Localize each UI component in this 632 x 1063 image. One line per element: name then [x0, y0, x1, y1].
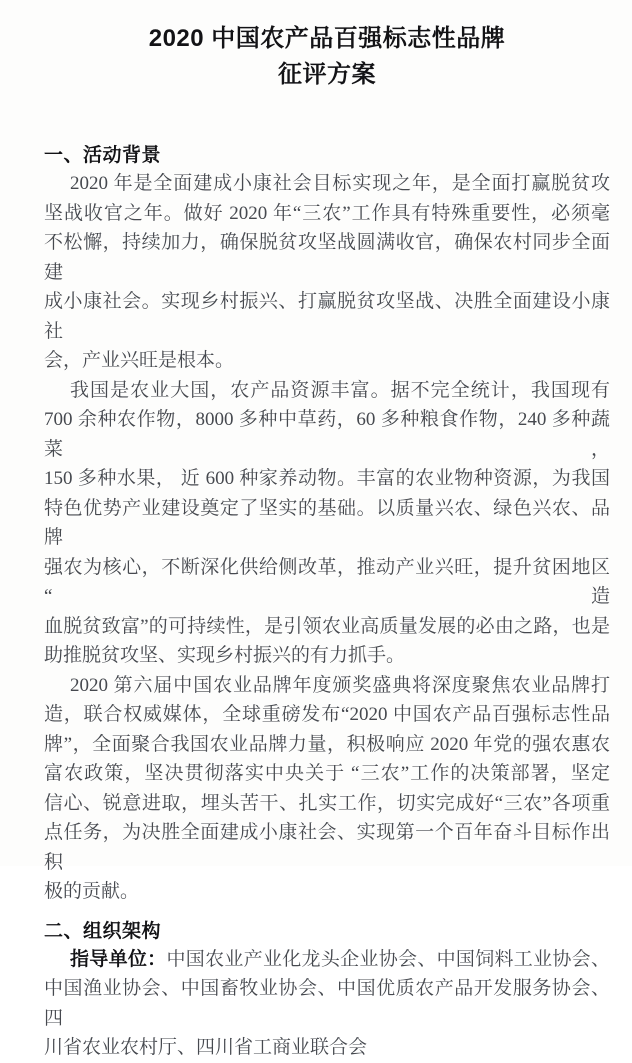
text-line: 150 多种水果， 近 600 种家养动物。丰富的农业物种资源，为我国 — [44, 468, 610, 489]
section-heading-activity-background: 一、活动背景 — [44, 145, 162, 166]
text-line: 富农政策，坚决贯彻落实中央关于 “三农”工作的决策部署，坚定 — [44, 763, 610, 784]
text-line: 特色优势产业建设奠定了坚实的基础。以质量兴农、绿色兴农、品牌 — [44, 497, 610, 548]
paragraph-background-1 — [44, 169, 610, 376]
text-line: 2020 第六届中国农业品牌年度颁奖盛典将深度聚焦农业品牌打 — [70, 674, 610, 696]
text-line: 成小康社会。实现乡村振兴、打赢脱贫攻坚战、决胜全面建设小康社 — [44, 291, 610, 342]
guide-unit-text: 中国农业产业化龙头企业协会、中国饲料工业协会、 — [166, 948, 610, 970]
document-title-line2: 征评方案 — [278, 61, 376, 88]
text-line: 不松懈，持续加力，确保脱贫攻坚战圆满收官，确保农村同步全面建 — [44, 232, 610, 283]
document-title-line1: 2020 中国农产品百强标志性品牌 — [148, 25, 506, 52]
text-line: 2020 年是全面建成小康社会目标实现之年，是全面打赢脱贫攻 — [70, 173, 610, 194]
text-line: 会，产业兴旺是根本。 — [44, 350, 235, 371]
text-line: 强农为核心，不断深化供给侧改革，推动产业兴旺，提升贫困地区“造 — [44, 556, 610, 607]
guide-unit-label: 指导单位： — [70, 948, 167, 970]
text-line: 极的贡献。 — [44, 881, 140, 902]
text-line: 信心、锐意进取，埋头苦干、扎实工作，切实完成好“三农”各项重 — [44, 792, 610, 814]
paragraph-guiding-units — [44, 945, 610, 1063]
text-line: 造，联合权威媒体，全球重磅发布“2020 中国农产品百强标志性品 — [44, 704, 610, 725]
text-line: 中国渔业协会、中国畜牧业协会、中国优质农产品开发服务协会、四 — [44, 978, 610, 1029]
text-line: 我国是农业大国，农产品资源丰富。据不完全统计，我国现有 — [70, 379, 610, 401]
paragraph-background-2 — [44, 376, 610, 671]
text-line: 血脱贫致富”的可持续性，是引领农业高质量发展的必由之路，也是 — [44, 615, 610, 637]
text-line — [44, 945, 610, 975]
text-line: 700 余种农作物，8000 多种中草药，60 多种粮食作物，240 多种蔬菜， — [44, 409, 610, 460]
text-line: 牌”，全面聚合我国农业品牌力量，积极响应 2020 年党的强农惠农 — [44, 733, 610, 755]
document-title — [44, 21, 610, 93]
text-line: 点任务，为决胜全面建成小康社会、实现第一个百年奋斗目标作出积 — [44, 822, 610, 873]
text-line: 助推脱贫攻坚、实现乡村振兴的有力抓手。 — [44, 645, 406, 666]
paragraph-background-3 — [44, 671, 610, 907]
text-line: 川省农业农村厅、四川省工商业联合会 — [44, 1037, 368, 1058]
section-heading-organization: 二、组织架构 — [44, 920, 162, 942]
text-line: 坚战收官之年。做好 2020 年“三农”工作具有特殊重要性，必须毫 — [44, 202, 610, 224]
